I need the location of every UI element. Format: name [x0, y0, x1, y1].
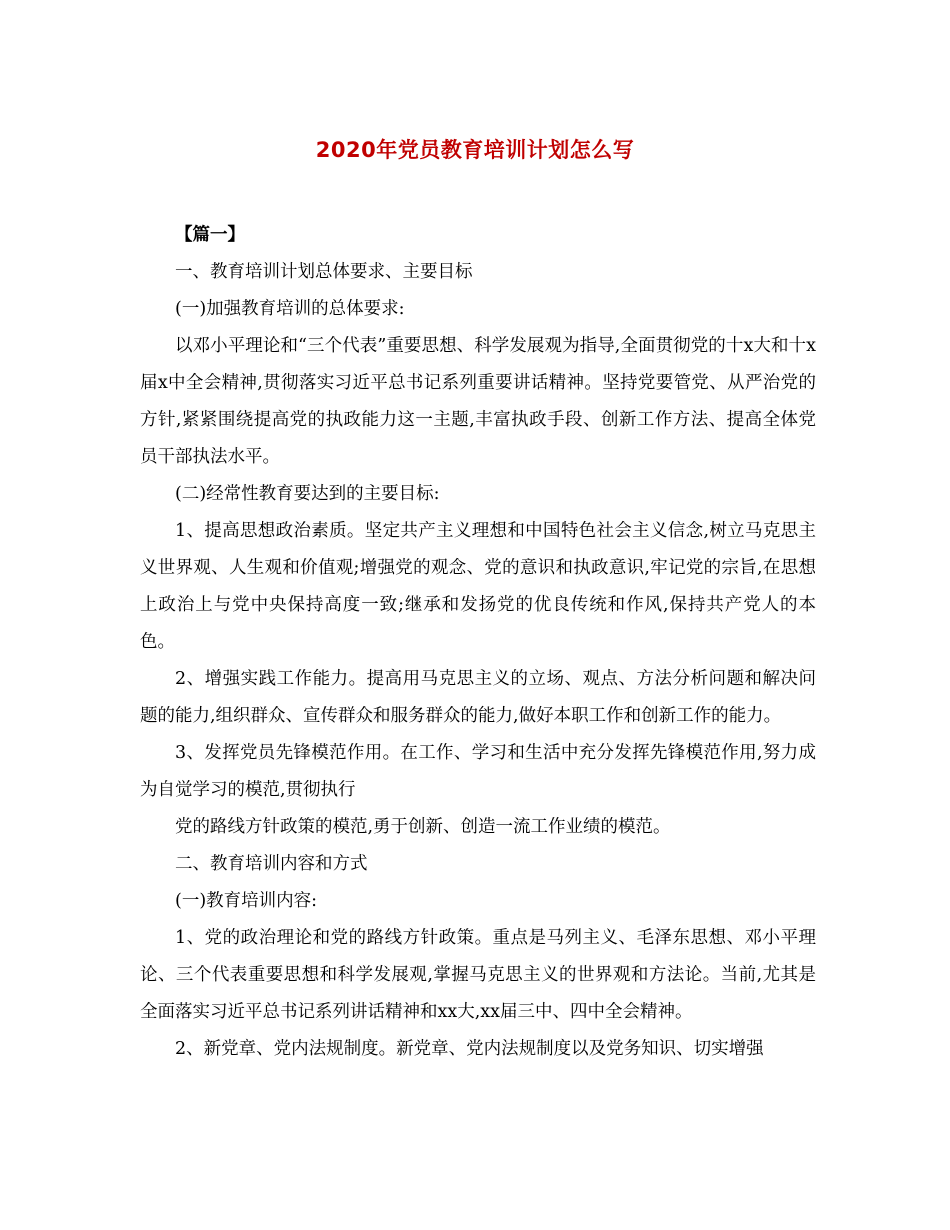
paragraph-goal-2: 2、增强实践工作能力。提高用马克思主义的立场、观点、方法分析问题和解决问题的能力,组织群众、宣传群众和服务群众的能力,做好本职工作和创新工作的能力。 — [140, 669, 816, 726]
paragraph-goal-3-continued: 党的路线方针政策的模范,勇于创新、创造一流工作业绩的模范。 — [175, 817, 671, 837]
subheading-training-content: (一)教育培训内容: — [175, 891, 318, 911]
subheading-main-goals: (二)经常性教育要达到的主要目标: — [175, 484, 440, 504]
document-title: 2020年党员教育培训计划怎么写 — [315, 138, 635, 162]
paragraph-content-1: 1、党的政治理论和党的路线方针政策。重点是马列主义、毛泽东思想、邓小平理论、三个代表重要思想和科学发展观,掌握马克思主义的世界观和方法论。当前,尤其是全面落实习近平总书记系列讲话精神和xx大,xx届三中、四中全会精神。 — [140, 928, 816, 1022]
paragraph-content-2: 2、新党章、党内法规制度。新党章、党内法规制度以及党务知识、切实增强 — [175, 1039, 764, 1059]
paragraph-guiding-ideology: 以邓小平理论和“三个代表”重要思想、科学发展观为指导,全面贯彻党的十x大和十x届x中全会精神,贯彻落实习近平总书记系列重要讲话精神。坚持党要管党、从严治党的方针,紧紧围绕提高党的执政能力这一主题,丰富执政手段、创新工作方法、提高全体党员干部执法水平。 — [140, 336, 816, 467]
section-label: 【篇一】 — [175, 225, 245, 245]
heading-section-1: 一、教育培训计划总体要求、主要目标 — [175, 262, 473, 282]
paragraph-goal-3: 3、发挥党员先锋模范作用。在工作、学习和生活中充分发挥先锋模范作用,努力成为自觉学习的模范,贯彻执行 — [140, 743, 816, 800]
paragraph-goal-1: 1、提高思想政治素质。坚定共产主义理想和中国特色社会主义信念,树立马克思主义世界观、人生观和价值观;增强党的观念、党的意识和执政意识,牢记党的宗旨,在思想上政治上与党中央保持高度一致;继承和发扬党的优良传统和作风,保持共产党人的本色。 — [140, 521, 816, 652]
subheading-general-requirements: (一)加强教育培训的总体要求: — [175, 299, 405, 319]
document-body — [140, 217, 816, 1068]
heading-section-2: 二、教育培训内容和方式 — [175, 854, 368, 874]
